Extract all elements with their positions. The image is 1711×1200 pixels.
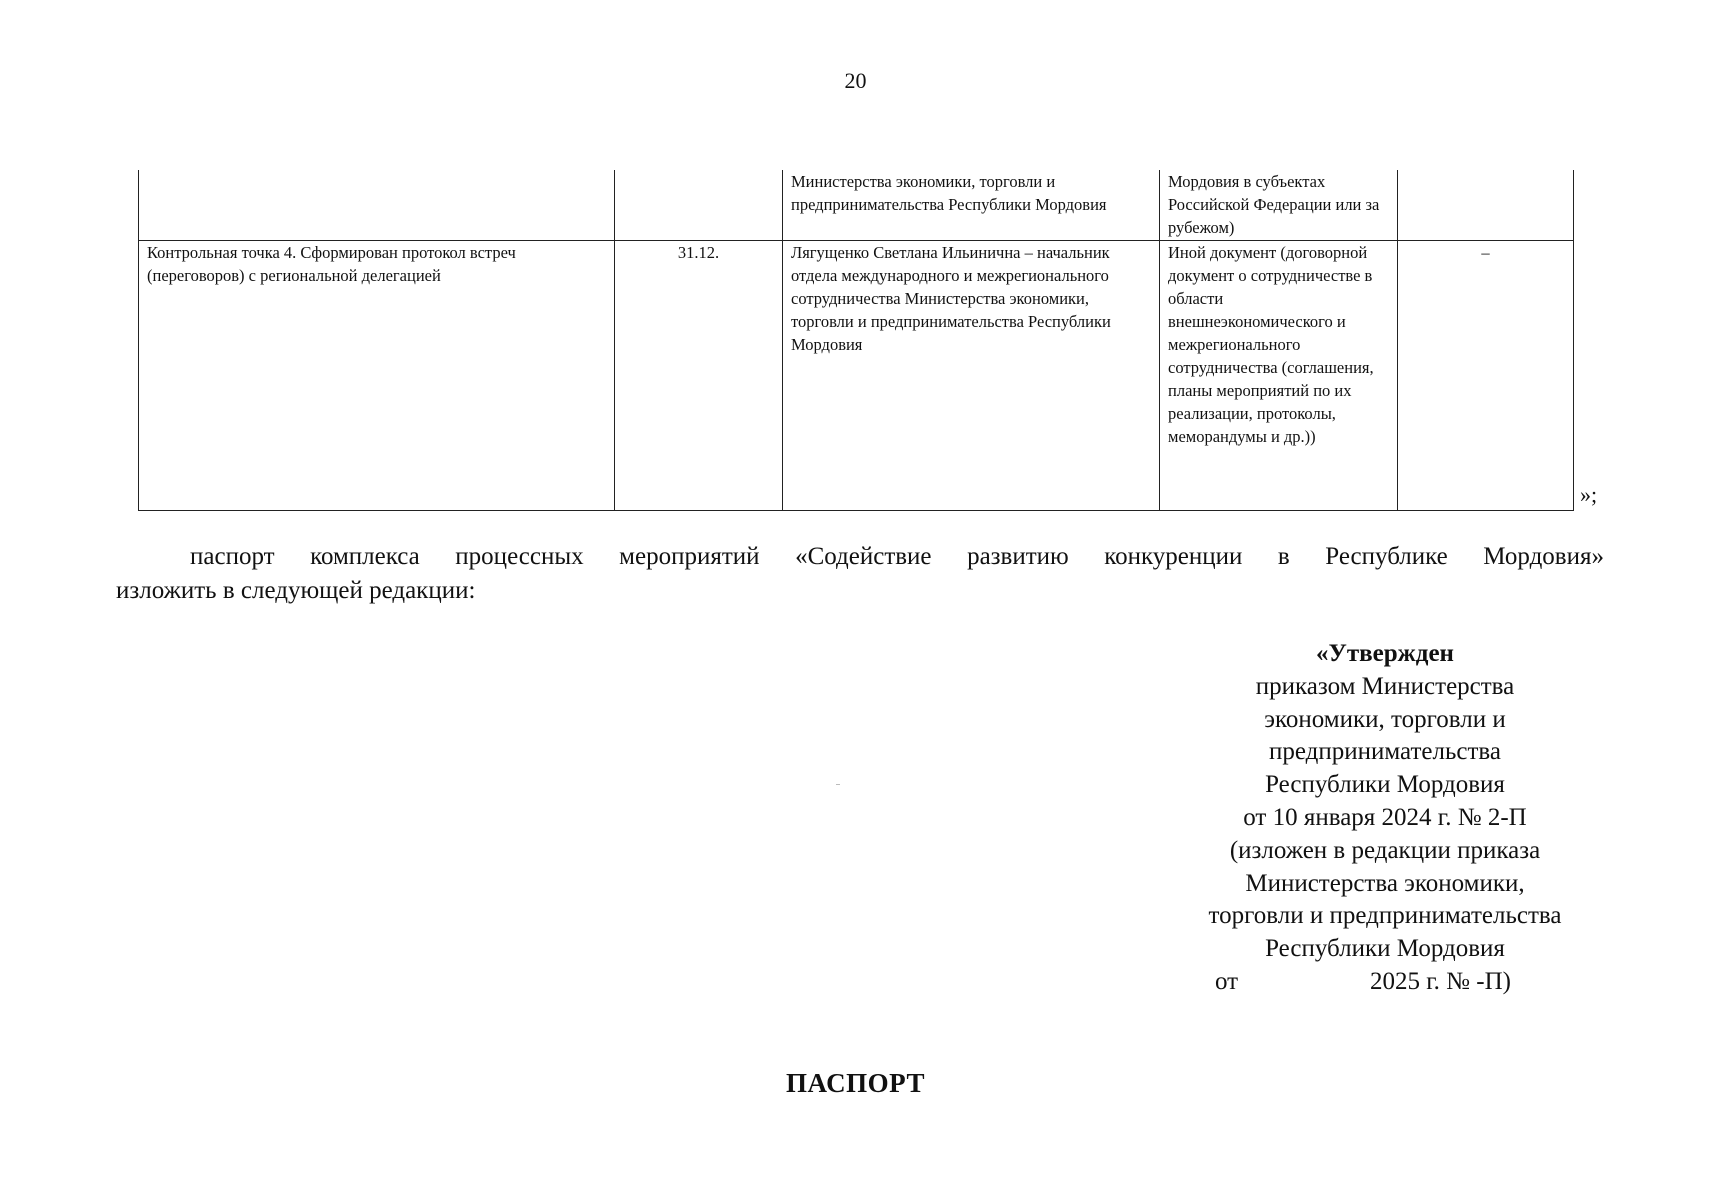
cell-document: Мордовия в субъектах Российской Федерации или за рубежом): [1160, 170, 1398, 240]
cell-event: [139, 170, 615, 240]
approval-line: торговли и предпринимательства: [1208, 902, 1562, 930]
instruction-paragraph: [116, 540, 1604, 608]
approval-line: предпринимательства: [1269, 738, 1501, 766]
table-row-continued: [139, 170, 1574, 240]
approval-date-number: 2025 г. № -П): [1370, 968, 1511, 995]
cell-responsible: Министерства экономики, торговли и предпринимательства Республики Мордовия: [783, 170, 1160, 240]
cell-note: –: [1398, 240, 1574, 510]
approval-line: от 10 января 2024 г. № 2-П: [1243, 803, 1527, 831]
approval-title: «Утвержден: [1316, 640, 1454, 667]
cell-document: Иной документ (договорной документ о сотрудничестве в области внешнеэкономического и межрегионального сотрудничества (соглашения, планы мероприятий по их реализации, протоколы, меморандумы и др.)): [1160, 240, 1398, 510]
closing-quote-mark: »;: [1580, 482, 1598, 507]
approval-line: Республики Мордовия: [1265, 935, 1505, 963]
cell-note: [1398, 170, 1574, 240]
scan-artifact: [836, 784, 840, 785]
approval-line: Министерства экономики,: [1245, 869, 1525, 897]
approval-line: приказом Министерства: [1255, 672, 1515, 700]
approval-date-from: от: [1215, 968, 1239, 995]
approval-line: экономики, торговли и: [1264, 705, 1506, 733]
cell-responsible: Лягущенко Светлана Ильинична – начальник отдела международного и межрегионального сотрудничества Министерства экономики, торговли и предпринимательства Республики Мордовия: [783, 240, 1160, 510]
paragraph-line-2: изложить в следующей редакции:: [116, 577, 476, 604]
paragraph-line-1: паспорт комплекса процессных мероприятий «Содействие развитию конкуренции в Республике Мордовия»: [190, 543, 1604, 570]
approval-line: (изложен в редакции приказа: [1229, 836, 1541, 864]
cell-date: [615, 170, 783, 240]
document-heading: ПАСПОРТ: [786, 1068, 925, 1098]
table-row-control-point-4: [139, 240, 1574, 510]
page-number: 20: [844, 68, 867, 93]
control-points-table: [138, 170, 1574, 511]
cell-date: 31.12.: [615, 240, 783, 510]
approval-stamp-block: [1150, 638, 1620, 966]
approval-line: Республики Мордовия: [1265, 771, 1505, 799]
cell-event: Контрольная точка 4. Сформирован протокол встреч (переговоров) с региональной делегацией: [139, 240, 615, 510]
